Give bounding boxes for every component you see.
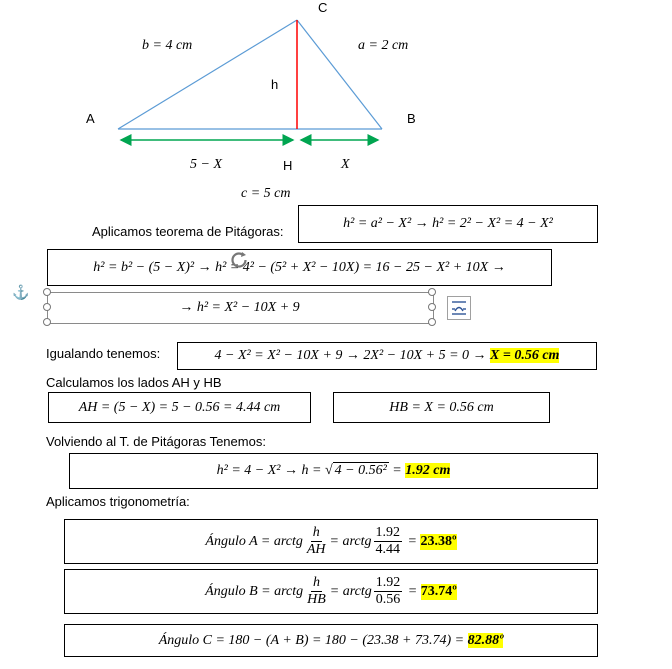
eq-ah-box: [48, 392, 311, 423]
pitagoras-label: Aplicamos teorema de Pitágoras:: [92, 224, 284, 239]
eq3-container: [47, 293, 432, 323]
eq2-box: [47, 249, 552, 286]
igualando-label: Igualando tenemos:: [46, 346, 161, 361]
side-b-label: b = 4 cm: [142, 38, 193, 53]
lados-label: Calculamos los lados AH y HB: [46, 375, 222, 390]
rotate-handle-icon[interactable]: [229, 250, 249, 270]
angle-b-fraction-2: $\frac{1.92}{0.56}$: [375, 574, 401, 607]
eq3-text: → h² = X² − 10X + 9: [179, 300, 300, 315]
resize-handle-ml[interactable]: [43, 303, 51, 311]
angle-b-result: 73.74º: [420, 583, 457, 599]
angle-b-mid: = arctg: [329, 583, 372, 599]
resize-handle-tr[interactable]: [428, 288, 436, 296]
angle-b-lhs: Ángulo B = arctg: [205, 583, 304, 599]
angle-b-fraction-1: $\frac{h}{HB}$: [307, 574, 326, 607]
eq1-box: [298, 205, 598, 243]
triangle-diagram: [0, 0, 672, 180]
sqrt-symbol: √: [324, 463, 333, 478]
anchor-icon: ⚓: [12, 284, 30, 300]
height-label: h: [271, 77, 279, 92]
resize-handle-tl[interactable]: [43, 288, 51, 296]
angle-a-mid: = arctg: [329, 533, 372, 549]
trig-label: Aplicamos trigonometría:: [46, 494, 190, 509]
eq-h-box: [69, 453, 598, 489]
eq-h-equals: =: [388, 463, 406, 478]
eq-h-text: h² = 4 − X² → h =: [216, 463, 325, 478]
volviendo-label: Volviendo al T. de Pitágoras Tenemos:: [46, 434, 266, 449]
foot-h-label: H: [283, 158, 293, 173]
side-cb: [297, 20, 382, 129]
sqrt-radicand: 4 − 0.56²: [334, 463, 387, 478]
layout-options-icon[interactable]: [447, 296, 471, 320]
angle-a-box: [64, 519, 598, 564]
resize-handle-mr[interactable]: [428, 303, 436, 311]
angle-b-equals: =: [404, 583, 421, 599]
vertex-a-label: A: [86, 111, 95, 126]
side-c-label: c = 5 cm: [241, 186, 291, 201]
angle-a-fraction-2: $\frac{1.92}{4.44}$: [375, 524, 401, 557]
resize-handle-bl[interactable]: [43, 318, 51, 326]
eq-hb-text: HB = X = 0.56 cm: [389, 399, 494, 415]
vertex-b-label: B: [407, 111, 416, 126]
eq4-box: [177, 342, 597, 370]
eq4-text: 4 − X² = X² − 10X + 9 → 2X² − 10X + 5 = 0 →: [214, 348, 491, 363]
side-ac: [118, 20, 297, 129]
h-result: 1.92 cm: [405, 463, 451, 478]
eq-hb-box: [333, 392, 550, 423]
segment-hb-label: X: [341, 157, 350, 172]
angle-c-result: 82.88º: [467, 632, 504, 648]
side-a-label: a = 2 cm: [358, 38, 409, 53]
vertex-c-label: C: [318, 0, 328, 15]
eq-ah-text: AH = (5 − X) = 5 − 0.56 = 4.44 cm: [78, 399, 281, 415]
angle-a-equals: =: [404, 533, 421, 549]
angle-b-box: [64, 569, 598, 614]
angle-c-box: [64, 624, 598, 657]
angle-c-text: Ángulo C = 180 − (A + B) = 180 − (23.38 + 73.74) =: [158, 632, 468, 648]
angle-a-lhs: Ángulo A = arctg: [205, 533, 303, 549]
x-result: X = 0.56 cm: [490, 348, 560, 363]
eq2-text: h² = b² − (5 − X)² → h² = 4² − (5² + X² − 10X) = 16 − 25 − X² + 10X →: [93, 259, 506, 275]
eq1-text: h² = a² − X² → h² = 2² − X² = 4 − X²: [343, 216, 553, 231]
angle-a-result: 23.38º: [420, 533, 457, 549]
resize-handle-br[interactable]: [428, 318, 436, 326]
angle-a-fraction-1: $\frac{h}{AH}$: [306, 524, 326, 557]
segment-ah-label: 5 − X: [190, 157, 222, 172]
